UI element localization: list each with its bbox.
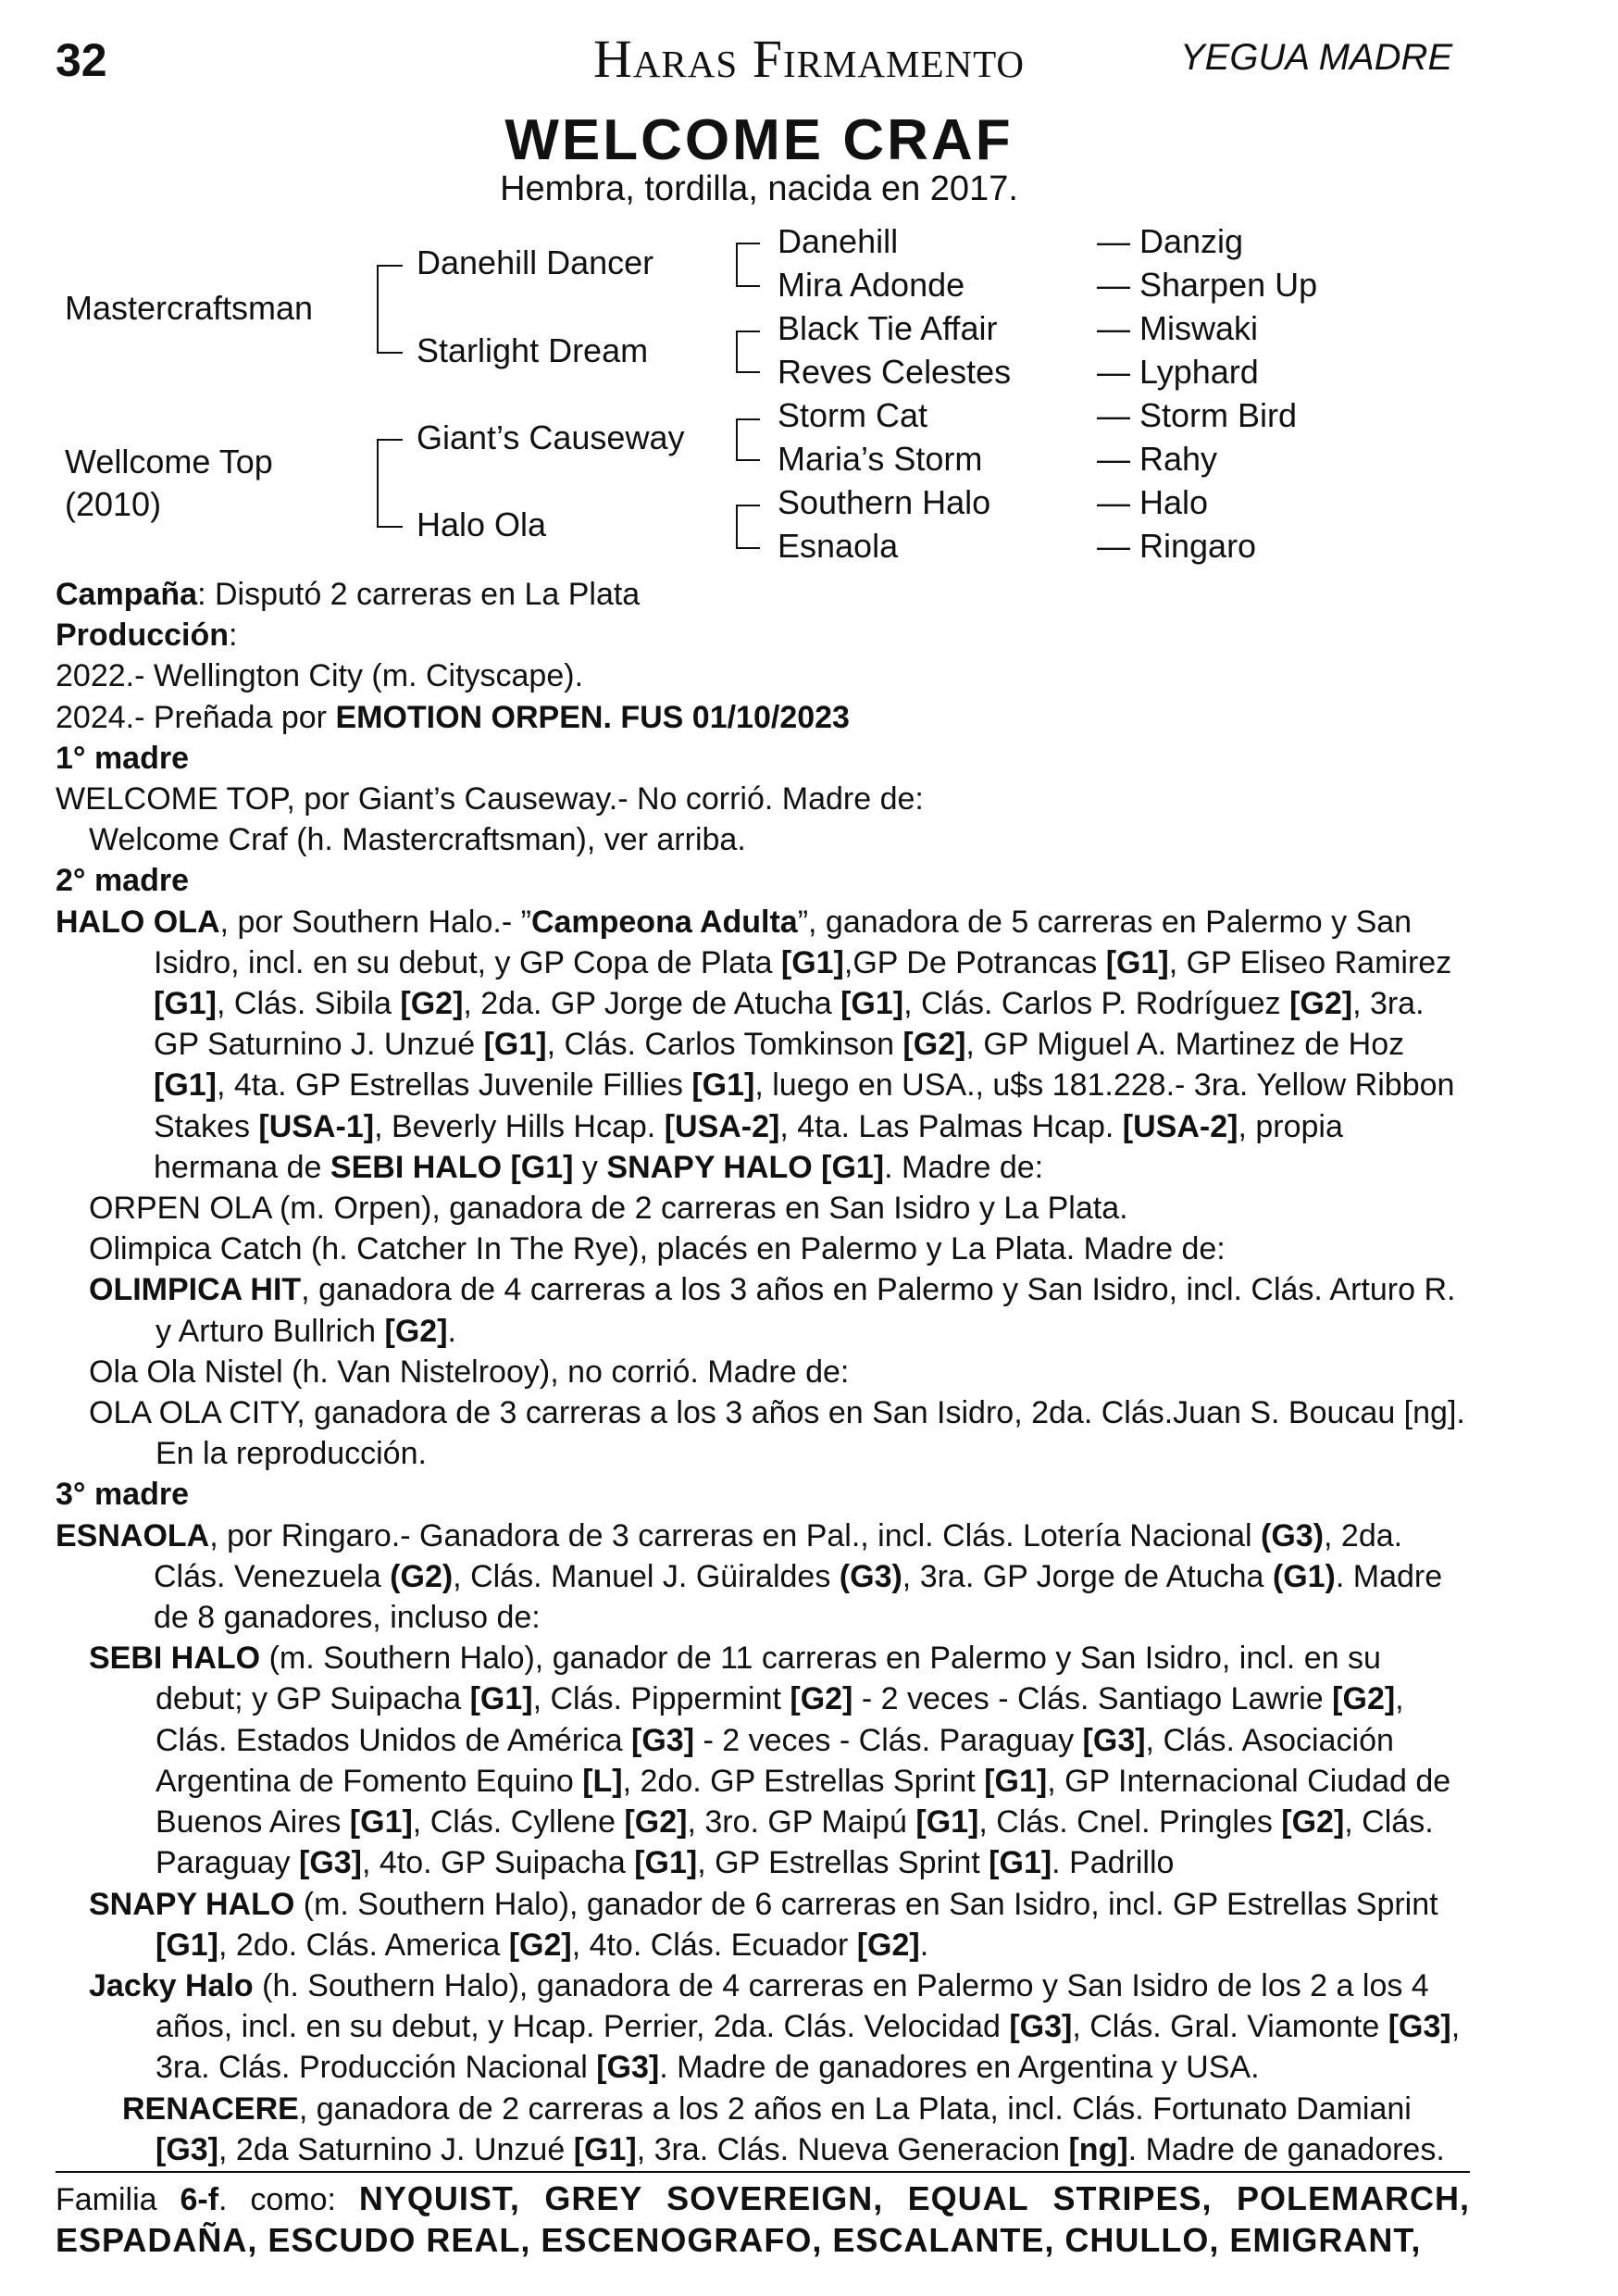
category-label: YEGUA MADRE [1180,37,1453,78]
pedigree-gen4-7: — Halo [1097,483,1209,521]
esnaola-paragraph: ESNAOLA, por Ringaro.- Ganadora de 3 carreras en Pal., incl. Clás. Lotería Nacional (G3), 2da. Clás. Venezuela (G2), Clás. Manuel J. Güiraldes (G3), 3ra. GP Jorge de Atucha (G1). Madre de 8 ganadores, incluso de: [56,1517,1443,1636]
pedigree-dam: Wellcome Top [65,443,273,480]
pedigree-gen4-5: — Storm Bird [1097,396,1298,434]
pedigree-gen3-2: Mira Adonde [778,266,965,304]
madre3-heading: 3° madre [56,1477,190,1513]
pedigree-gen4-8: — Ringaro [1097,527,1257,565]
pedigree-gen2-3: Giant’s Causeway [417,418,685,456]
pedigree-gen2-2: Starlight Dream [417,331,649,369]
pedigree-sire: Mastercraftsman [65,289,314,327]
produccion-2024: 2024.- Preñada por EMOTION ORPEN. FUS 01/10/2023 [56,699,850,735]
ola-city-paragraph: OLA OLA CITY, ganadora de 3 carreras a los 3 años en San Isidro, 2da. Clás.Juan S. Boucau [ng]. En la reproducción. [89,1395,1465,1472]
pedigree-gen2-1: Danehill Dancer [417,243,654,281]
pedigree-gen4-2: — Sharpen Up [1097,266,1318,304]
pedigree-gen3-4: Reves Celestes [778,353,1012,391]
jacky-halo-paragraph: Jacky Halo (h. Southern Halo), ganadora de 4 carreras en Palermo y San Isidro de los 2 a los 4 años, incl. en su debut, y Hcap. Perrier, 2da. Clás. Velocidad [G3], Clás. Gral. Viamonte [G3], 3ra. Clás. Producción Nacional [G3]. Madre de ganadores en Argentina y USA. [89,1967,1461,2086]
pedigree-dam-year: (2010) [65,485,162,523]
orpen-ola-line: ORPEN OLA (m. Orpen), ganadora de 2 carreras en San Isidro y La Plata. [89,1191,1128,1227]
pedigree-gen3-1: Danehill [778,222,899,260]
horse-name: WELCOME CRAF [504,108,1014,172]
madre2-heading: 2° madre [56,863,190,899]
sebi-halo-paragraph: SEBI HALO (m. Southern Halo), ganador de 11 carreras en Palermo y San Isidro, incl. en su debut; y GP Suipacha [G1], Clás. Pippermint [G2] - 2 veces - Clás. Santiago Lawrie [G2], Clás. Estados Unidos de América [G3] - 2 veces - Clás. Paraguay [G3], Clás. Asociación Argentina de Fomento Equino [L], 2do. GP Estrellas Sprint [G1], GP Internacional Ciudad de Buenos Aires [G1], Clás. Cyllene [G2], 3ro. GP Maipú [G1], Clás. Cnel. Pringles [G2], Clás. Paraguay [G3], 4to. GP Suipacha [G1], GP Estrellas Sprint [G1]. Padrillo [89,1641,1451,1881]
campana-line: Campaña: Disputó 2 carreras en La Plata [56,577,641,612]
pedigree-gen3-3: Black Tie Affair [778,309,998,347]
pedigree-gen4-6: — Rahy [1097,440,1218,478]
pedigree-gen3-8: Esnaola [778,527,899,565]
pedigree-gen4-4: — Lyphard [1097,353,1259,391]
familia-line: Familia 6-f. como: NYQUIST, GREY SOVEREIGN, EQUAL STRIPES, POLEMARCH, ESPADAÑA, ESCUDO REAL, ESCENOGRAFO, ESCALANTE, CHULLO, EMIGRANT, [56,2179,1470,2259]
publication-title: Haras Firmamento [592,29,1026,89]
pedigree-gen3-5: Storm Cat [778,396,928,434]
madre1-line2: Welcome Craf (h. Mastercraftsman), ver arriba. [89,822,746,858]
horse-description: Hembra, tordilla, nacida en 2017. [500,169,1018,208]
pedigree-gen4-1: — Danzig [1097,222,1244,260]
pedigree-gen3-6: Maria’s Storm [778,440,983,478]
produccion-heading: Producción: [56,618,238,654]
pedigree-gen3-7: Southern Halo [778,483,991,521]
pedigree-gen4-3: — Miswaki [1097,309,1259,347]
halo-ola-paragraph: HALO OLA, por Southern Halo.- ”Campeona Adulta”, ganadora de 5 carreras en Palermo y San Isidro, incl. en su debut, y GP Copa de Plata [G1],GP De Potrancas [G1], GP Eliseo Ramirez [G1], Clás. Sibila [G2], 2da. GP Jorge de Atucha [G1], Clás. Carlos P. Rodríguez [G2], 3ra. GP Saturnino J. Unzué [G1], Clás. Carlos Tomkinson [G2], GP Miguel A. Martinez de Hoz [G1], 4ta. GP Estrellas Juvenile Fillies [G1], luego en USA., u$s 181.228.- 3ra. Yellow Ribbon Stakes [USA-1], Beverly Hills Hcap. [USA-2], 4ta. Las Palmas Hcap. [USA-2], propia hermana de SEBI HALO [G1] y SNAPY HALO [G1]. Madre de: [56,904,1455,1185]
snapy-halo-paragraph: SNAPY HALO (m. Southern Halo), ganador de 6 carreras en San Isidro, incl. GP Estrellas Sprint [G1], 2do. Clás. America [G2], 4to. Clás. Ecuador [G2]. [89,1886,1438,1963]
page-number: 32 [56,34,107,86]
body-text [56,574,1472,2170]
divider [56,2171,1470,2173]
ola-nistel-line: Ola Ola Nistel (h. Van Nistelrooy), no corrió. Madre de: [89,1354,850,1390]
produccion-2022: 2022.- Wellington City (m. Cityscape). [56,658,584,694]
madre1-line1: WELCOME TOP, por Giant’s Causeway.- No corrió. Madre de: [56,781,924,817]
renacere-paragraph: RENACERE, ganadora de 2 carreras a los 2 años en La Plata, incl. Clás. Fortunato Damiani [G3], 2da Saturnino J. Unzué [G1], 3ra. Clás. Nueva Generacion [ng]. Madre de ganadores. [122,2090,1445,2167]
olimpica-hit-paragraph: OLIMPICA HIT, ganadora de 4 carreras a los 3 años en Palermo y San Isidro, incl. Clás. Arturo R. y Arturo Bullrich [G2]. [89,1272,1456,1349]
olimpica-catch-line: Olimpica Catch (h. Catcher In The Rye), placés en Palermo y La Plata. Madre de: [89,1231,1226,1267]
pedigree-gen2-4: Halo Ola [417,505,547,543]
madre1-heading: 1° madre [56,740,190,776]
